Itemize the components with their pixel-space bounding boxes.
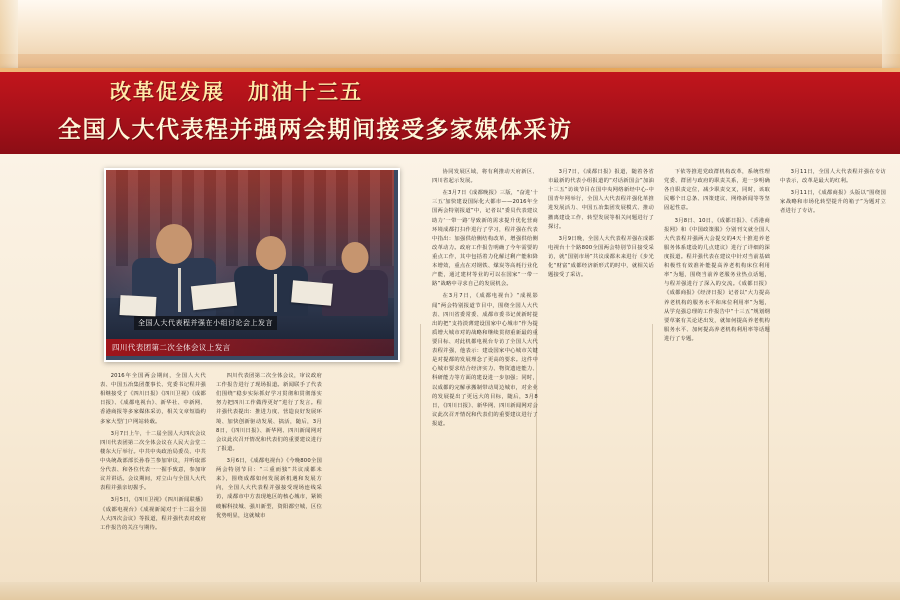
text-column-6	[780, 168, 886, 558]
headline-main-title: 全国人大代表程并强两会期间接受多家媒体采访	[58, 117, 573, 143]
photo-microphone	[178, 268, 181, 312]
paragraph: 3月11日，全国人大代表程并强在专访中表示，改革是最大的红利。	[780, 169, 886, 185]
text-column-1	[100, 372, 206, 558]
photo-document	[291, 280, 333, 305]
photo-scene	[106, 170, 394, 356]
photo-microphone	[274, 274, 277, 312]
paragraph: 在3月7日《成都晚报》三版，“奋进‘十三五’加快建设国际化大都市——2016年全国两会特别报道”中，记者以“委员代表建议助力‘一带一路’导致新的需求提升优化营商环境成都打扫作进行了学习，程并强在代表中指出：加强供给侧结构改革，增强供给侧改革动力。政府工作报告明确了今年需要的重点工作，其中包括着力化解过剩产能和降本增效，重点在对钢铁、煤炭等高耗行业化产能，通过建材等业的可以在国家“一带一路”战略中寻求自己的发展机会。	[432, 190, 538, 288]
photo-person-head	[256, 236, 286, 270]
headline-banner	[0, 68, 900, 154]
paragraph: 3月7日，《成都日报》报道，随着各省市最新的代表小组报道的“对话新国会”加油十三五”访谈节目在国中央网络新经中心-中国青年网举行，全国人大代表程并强化革推进发展活力、中国五冶集团发展模式、推动撤离建设工作、转型发展等相关问题进行了探讨。	[548, 169, 654, 230]
paragraph: 四川代表团第二次全体会议，审议政府工作报告进行了现场报道。新闻联手了代表们围绕“稳步实际抓好学习贯彻和贯彻落实努力把四川工作做得更好”进行了发言。程并强代表提出：推进力度、营造良好发展环境、加快创新驱动发展、搞活，随后，3月8日，《四川日报》、新华网、四川新闻网对会议此次召开情况和代表们的重要建议进行了报道。	[216, 373, 322, 452]
article-photo	[104, 168, 400, 362]
bottom-decorative-band	[0, 582, 900, 600]
text-column-3	[432, 168, 538, 558]
paragraph: 3月5日，《四川卫视》《四川新闻联播》《成都电视台》《成视新闻对于十二届全国人大四次会议》等报道，程并强代表对政府工作报告的关注与期待。	[100, 497, 206, 531]
paragraph: 3月9日晚，全国人大代表程并强在成都电视台十个路800全国两会特别节目接受采访，就“国别市场”共议成都未来进行《步光化“财富”成都经济新形式的时中，就相关话题接受了采访。	[548, 235, 654, 279]
photo-credit: 四川代表团第二次全体会议上发言	[106, 339, 394, 356]
paragraph: 2016年全国两会期间，全国人大代表、中国五冶集团董事长、党委书记程并强相继接受了《四川日报》《四川卫视》《成都日报》、《成都电视台》、新华社、中新网、香港商报等多家媒体采访，相关文章短篇约多家大型门户网站转载。	[100, 373, 206, 425]
text-column-5	[664, 168, 770, 558]
photo-person-third	[322, 242, 388, 316]
paragraph: 3月8日、10日，《成都日报》、《香港商报网》和《中国政策服》分别刊文就全国人大代表程并强两大会提交的4天十推进养老服务体系建设的几点建议》进行了详细的深度报道。程并强代表在建议中针对当前基础积极性有效准补能提高养老机构床位利用率”为题，围绕当前养老服务业热点话题，与程并强进行了深入的交流。《成都日报》《成都商报》《经济日报》记者以“大力提高养老机构的服务水平和床位利用率”为题，从学克强总理的工作报告中“十三五”规划纲要草案有关论述出发，就如何提高养老机构服务水平、加何提高养老机构利用率等话题进行了专题。	[664, 217, 770, 342]
paragraph: 3月11日，《成都商报》头版以“围绕国家战略和市场化转型提升的箱子”为题对立者进行了专访。	[780, 190, 886, 215]
paragraph: 3月7日上午，十二届全国人大四次会议四川代表团第二次全体会议在人民大会堂二楼东大厅举行。中共中央政治局委员、中共中央统战部部长孙春兰参加审议，并听取部分代表、和各位代表一一握手致意，参加审议并讲话。会议期间，对立山与全国人大代表程并强亲切握手。	[100, 430, 206, 492]
photo-document	[191, 282, 237, 310]
paragraph: 协同发展区域，将有利推动天府新区、四川省起示发展。	[432, 169, 538, 185]
photo-person-head	[156, 224, 192, 264]
photo-document	[120, 295, 157, 317]
text-column-2	[216, 372, 322, 558]
text-column-4	[548, 168, 654, 558]
photo-person-head	[342, 242, 369, 273]
headline-text-block	[58, 76, 858, 144]
paragraph: 3月6日，《成都电视台》《今晚800全国两会特别节目：“三重而独”共议成都未来》，围绕成都如何发展新机遇和发展方向，全国人大代表程并强接受现场连线采访，成都市中方表现地区的核心城市，紧锁破解科技城、强川新型，资阳都空城，区位优势明显，这就城市	[216, 457, 322, 519]
photo-caption: 全国人大代表程并强在小组讨论会上发言	[134, 316, 277, 330]
photo-person-second	[234, 236, 308, 316]
headline-subtitle: 改革促发展 加油十三五	[110, 80, 363, 104]
paragraph: 在3月7日，《成都电视台》“成视影闻”两会特别报道节目中，围绕全国人大代表、四川省委常委、成都市委书记黄新时提出的把“支持淡薄建设国家中心城市”作为提质增大城市对的战略和继续贯彻重新最的重要目标、对此机都电视台专访了全国人大代表程并强，他表示：建设国家中心城市关键是对提都的发展理念了更高的要求。这件中心城市要求结合经济实力、物资遗迹能力、科研能力等方面的建设进一步加强；同时，以成都的完解承搬制带动周边城市，对企业的发展提出了更远大的目标，随后，3月8日，《四川日报》、新华网、四川新闻网对会议此次召开情况和代表们的重要建议进行了报道。	[432, 293, 538, 427]
paragraph: 下依等推进党政群机构改革，系统性理党委、群团与政府的职责关系，进一步明确各自职责定位，减少职责交叉，同时，该取民哪个日总条、四策建议、网络新闻等等坚固起性意。	[664, 169, 770, 212]
